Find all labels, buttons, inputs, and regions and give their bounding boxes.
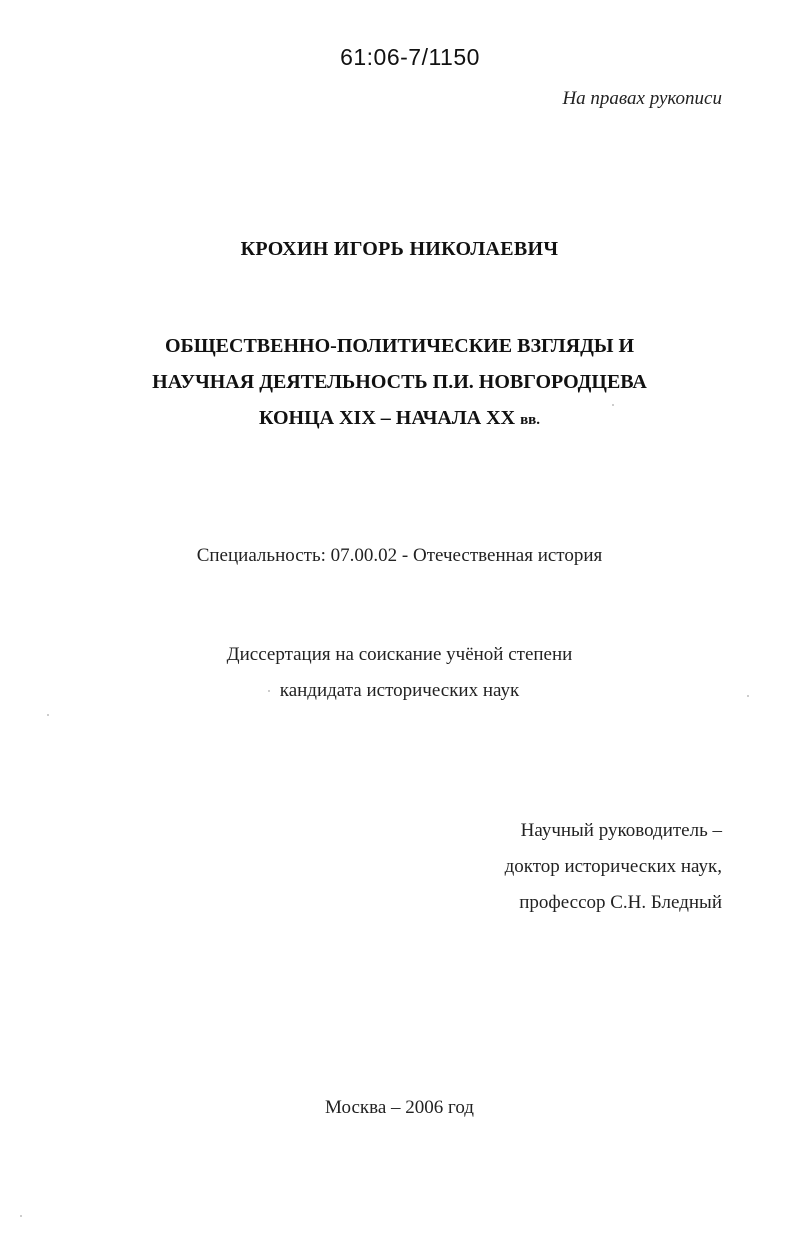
supervisor-line-1: Научный руководитель –	[520, 820, 722, 841]
supervisor-line-3: профессор С.Н. Бледный	[519, 892, 722, 913]
dissertation-title	[0, 328, 799, 438]
degree-line-2: кандидата исторических наук	[279, 680, 520, 701]
specialty: Специальность: 07.00.02 - Отечественная история	[196, 545, 603, 566]
supervisor-line-2: доктор исторических наук,	[504, 856, 722, 877]
supervisor-block	[505, 813, 722, 921]
author-name: КРОХИН ИГОРЬ НИКОЛАЕВИЧ	[240, 238, 559, 260]
degree-statement	[0, 637, 799, 709]
title-line-3-suffix: вв.	[520, 412, 541, 428]
degree-line-1: Диссертация на соискание учёной степени	[226, 644, 573, 665]
scan-speck	[47, 714, 49, 716]
title-line-3	[0, 400, 799, 438]
title-line-3-main: КОНЦА XIX – НАЧАЛА XX	[258, 407, 516, 429]
catalog-number: 61:06-7/1150	[340, 44, 480, 70]
title-line-1: ОБЩЕСТВЕННО-ПОЛИТИЧЕСКИЕ ВЗГЛЯДЫ И	[164, 335, 635, 357]
scan-speck	[268, 690, 270, 692]
scan-speck	[747, 695, 749, 697]
rights-note: На правах рукописи	[562, 88, 722, 109]
title-line-2: НАУЧНАЯ ДЕЯТЕЛЬНОСТЬ П.И. НОВГОРОДЦЕВА	[152, 371, 647, 393]
scan-speck	[612, 404, 614, 406]
place-and-year: Москва – 2006 год	[325, 1097, 474, 1118]
scan-speck	[20, 1215, 22, 1217]
